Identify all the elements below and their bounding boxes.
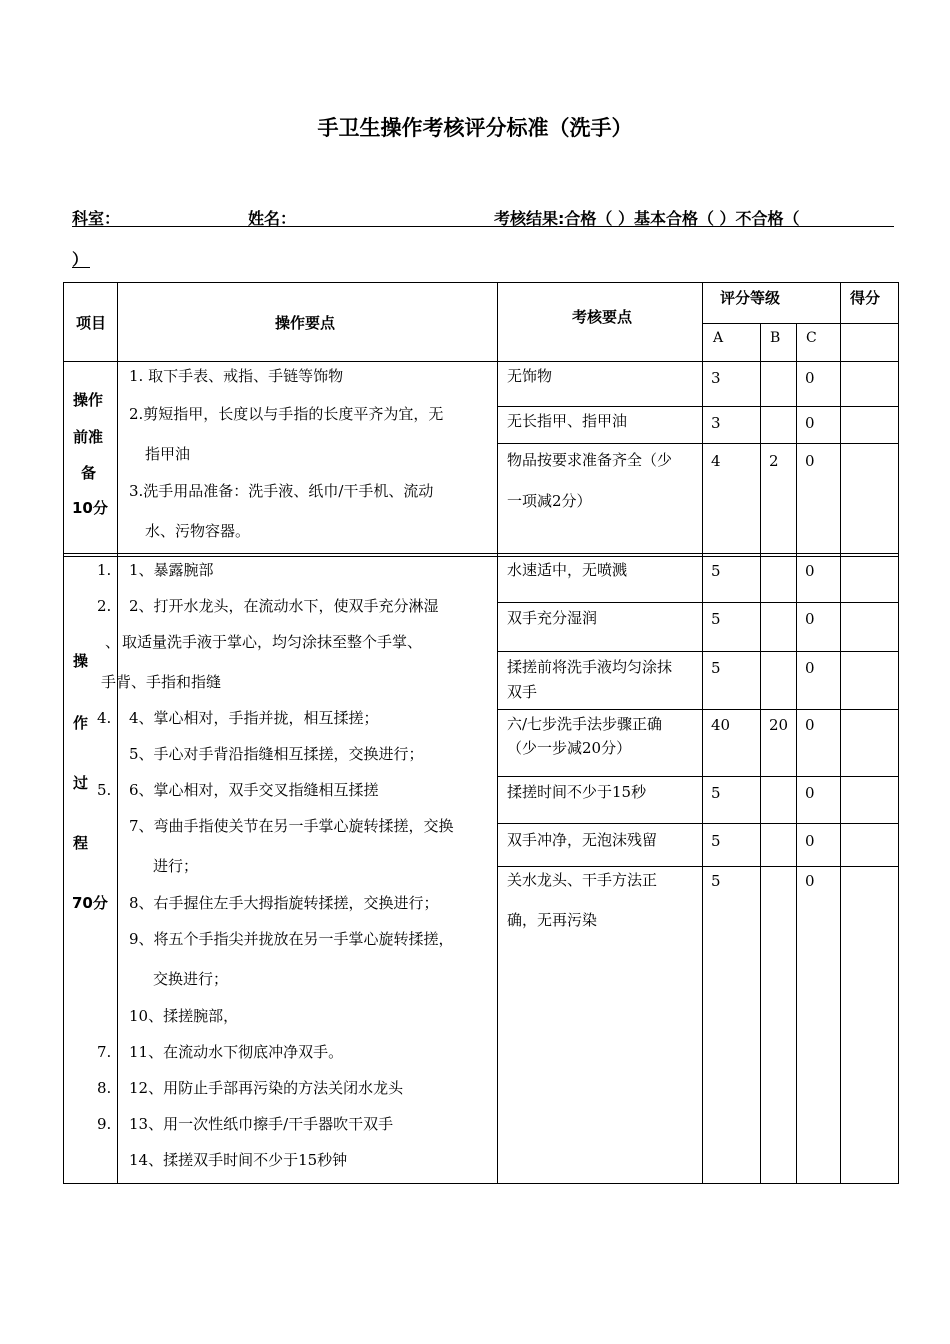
ops-line: 进行； xyxy=(153,857,199,875)
check-text: 水速适中，无喷溅 xyxy=(507,561,628,579)
score-a: 40 xyxy=(711,716,731,734)
check-text: 无饰物 xyxy=(507,367,553,385)
score-b: 2 xyxy=(769,452,779,470)
score-a: 3 xyxy=(711,369,721,387)
list-number: 1. xyxy=(97,561,112,579)
check-text: （少一步减20分） xyxy=(507,739,632,757)
page-title: 手卫生操作考核评分标准（洗手） xyxy=(317,116,633,140)
list-number: 2. xyxy=(97,597,112,615)
ops-line: 水、污物容器。 xyxy=(145,522,251,540)
score-c: 0 xyxy=(805,414,815,432)
check-text: 六/七步洗手法步骤正确 xyxy=(507,715,663,733)
ops-line: 交换进行； xyxy=(153,970,229,988)
ops-line: 9、将五个手指尖并拢放在另一手掌心旋转揉搓， xyxy=(129,930,454,948)
score-a: 5 xyxy=(711,562,721,580)
header-score: 得分 xyxy=(850,289,881,307)
header-grade: 评分等级 xyxy=(720,289,781,307)
ops-line: 14、揉搓双手时间不少于15秒钟 xyxy=(129,1151,348,1169)
result-label: 考核结果:合格（ ）基本合格（ ）不合格（ xyxy=(494,209,800,228)
list-number: 8. xyxy=(97,1079,112,1097)
header-a: A xyxy=(713,330,724,346)
ops-line: 11、在流动水下彻底冲净双手。 xyxy=(129,1043,344,1061)
score-c: 0 xyxy=(805,562,815,580)
section1-label-line: 操作 xyxy=(73,391,104,409)
ops-line: 4、掌心相对，手指并拢，相互揉搓； xyxy=(129,709,379,727)
check-text: 双手 xyxy=(507,683,538,701)
check-text: 双手充分湿润 xyxy=(507,609,598,627)
ops-line: 7、弯曲手指使关节在另一手掌心旋转揉搓，交换 xyxy=(129,817,454,835)
score-a: 5 xyxy=(711,832,721,850)
ops-line: 13、用一次性纸巾擦手/干手器吹干双手 xyxy=(129,1115,394,1133)
header-ops: 操作要点 xyxy=(275,314,336,332)
section2-label-line: 操 xyxy=(73,652,89,670)
list-number: 5. xyxy=(97,781,112,799)
section2-label-line: 70分 xyxy=(72,894,108,912)
header-item: 项目 xyxy=(76,314,107,332)
check-text: 关水龙头、干手方法正 xyxy=(507,871,658,889)
name-label: 姓名： xyxy=(248,209,297,228)
ops-line: 1、暴露腕部 xyxy=(129,561,214,579)
result-close: ） xyxy=(72,250,89,269)
score-b: 20 xyxy=(769,716,789,734)
check-text: 一项减2分） xyxy=(507,492,592,510)
dept-label: 科室： xyxy=(72,209,121,228)
ops-line: 指甲油 xyxy=(145,445,191,463)
score-a: 4 xyxy=(711,452,721,470)
score-c: 0 xyxy=(805,610,815,628)
ops-line: 5、手心对手背沿指缝相互揉搓，交换进行； xyxy=(129,745,424,763)
ops-line: 3.洗手用品准备：洗手液、纸巾/干手机、流动 xyxy=(129,482,434,500)
ops-line: 6、掌心相对，双手交叉指缝相互揉搓 xyxy=(129,781,379,799)
check-text: 无长指甲、指甲油 xyxy=(507,412,628,430)
section1-label-line: 备 xyxy=(81,464,97,482)
check-text: 揉搓时间不少于15秒 xyxy=(507,783,647,801)
header-check: 考核要点 xyxy=(572,308,633,326)
check-text: 揉搓前将洗手液均匀涂抹 xyxy=(507,658,673,676)
ops-line: 1. 取下手表、戒指、手链等饰物 xyxy=(129,367,344,385)
section2-label-line: 作 xyxy=(73,714,89,732)
header-b: B xyxy=(770,330,781,346)
section1-label-line: 前准 xyxy=(73,428,104,446)
ops-line: 手背、手指和指缝 xyxy=(101,673,222,691)
ops-line: 8、右手握住左手大拇指旋转揉搓，交换进行； xyxy=(129,894,439,912)
list-number: 7. xyxy=(97,1043,112,1061)
score-a: 5 xyxy=(711,872,721,890)
score-c: 0 xyxy=(805,369,815,387)
info-underline xyxy=(72,226,894,227)
score-a: 5 xyxy=(711,610,721,628)
list-number: 4. xyxy=(97,709,112,727)
check-text: 确，无再污染 xyxy=(507,911,598,929)
score-a: 5 xyxy=(711,659,721,677)
ops-line: 2.剪短指甲，长度以与手指的长度平齐为宜，无 xyxy=(129,405,444,423)
score-c: 0 xyxy=(805,716,815,734)
header-c: C xyxy=(806,330,817,346)
score-c: 0 xyxy=(805,784,815,802)
score-a: 5 xyxy=(711,784,721,802)
list-number: 9. xyxy=(97,1115,112,1133)
ops-line: 12、用防止手部再污染的方法关闭水龙头 xyxy=(129,1079,404,1097)
score-a: 3 xyxy=(711,414,721,432)
list-number: 、 xyxy=(105,633,121,651)
section2-label-line: 过 xyxy=(73,774,89,792)
ops-line: 10、揉搓腕部， xyxy=(129,1007,239,1025)
ops-line: 取适量洗手液于掌心，均匀涂抹至整个手掌、 xyxy=(122,633,423,651)
section2-label-line: 程 xyxy=(73,834,89,852)
score-c: 0 xyxy=(805,452,815,470)
ops-line: 2、打开水龙头，在流动水下，使双手充分淋湿 xyxy=(129,597,439,615)
score-c: 0 xyxy=(805,832,815,850)
score-c: 0 xyxy=(805,659,815,677)
result-close-underline xyxy=(72,267,90,268)
section1-label-line: 10分 xyxy=(72,499,108,517)
score-c: 0 xyxy=(805,872,815,890)
check-text: 双手冲净，无泡沫残留 xyxy=(507,831,658,849)
check-text: 物品按要求准备齐全（少 xyxy=(507,451,673,469)
